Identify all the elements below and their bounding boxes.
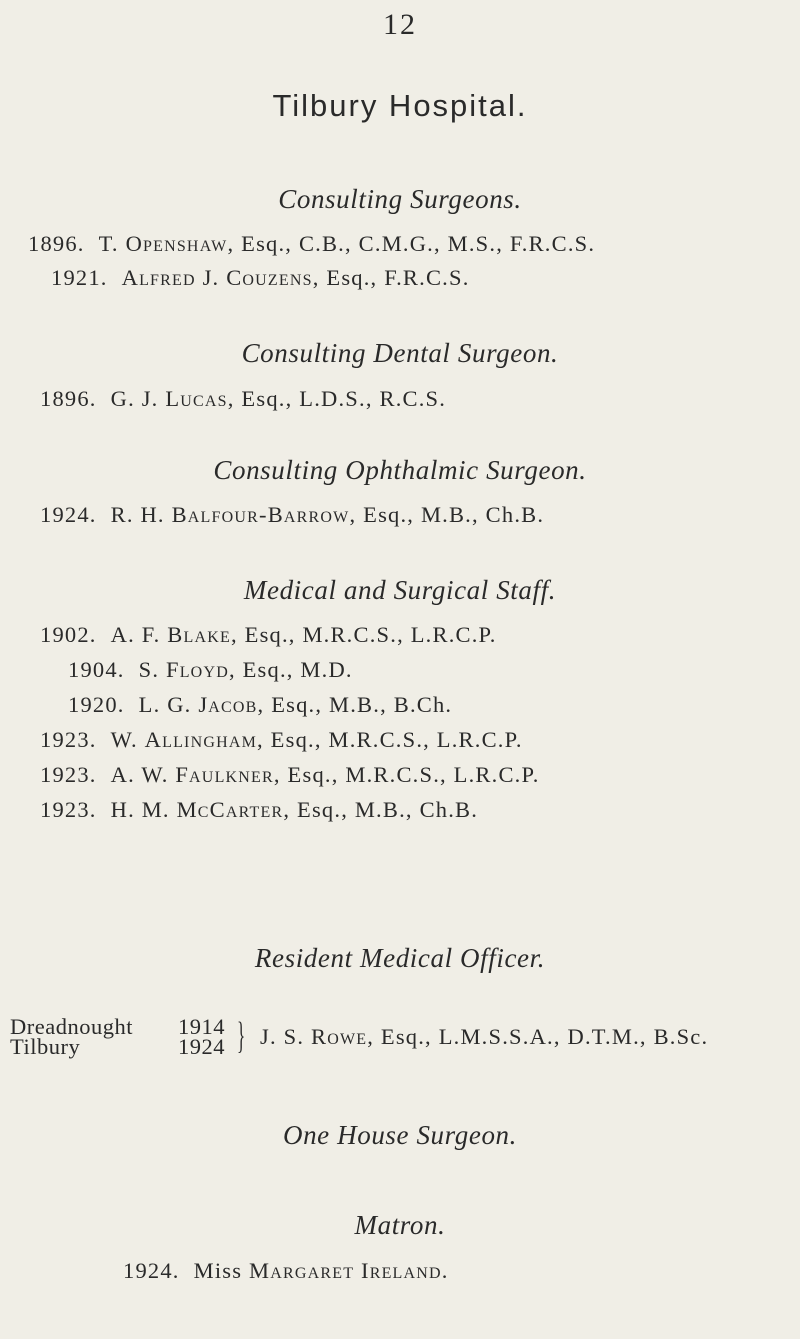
rmo-service-block: [10, 1014, 225, 1059]
entry-qualifications: , Esq., M.D.: [228, 657, 353, 682]
entry-surname: Rowe: [310, 1024, 368, 1049]
entry-year: 1923.: [40, 797, 97, 822]
consulting-surgeon-entry: [51, 265, 470, 291]
entry-year: 1896.: [40, 386, 97, 411]
entry-year: 1923.: [40, 762, 97, 787]
entry-surname: Margaret Ireland: [249, 1258, 442, 1283]
heading-consulting-ophthalmic-surgeon: Consulting Ophthalmic Surgeon.: [213, 455, 587, 485]
entry-initials: S.: [138, 657, 160, 682]
entry-qualifications: , Esq., M.R.C.S., L.R.C.P.: [257, 727, 523, 752]
rmo-service-place: Tilbury: [10, 1034, 81, 1059]
entry-initials: Alfred J.: [121, 265, 220, 290]
entry-year: 1896.: [28, 231, 85, 256]
entry-qualifications: , Esq., L.D.S., R.C.S.: [227, 386, 447, 411]
entry-surname: Floyd: [166, 657, 229, 682]
entry-year: 1920.: [68, 692, 125, 717]
entry-initials: T.: [98, 231, 119, 256]
heading-medical-surgical-staff: Medical and Surgical Staff.: [243, 575, 557, 605]
entry-initials: W.: [110, 727, 138, 752]
entry-initials: R. H.: [110, 502, 165, 527]
consulting-surgeon-entry: [28, 231, 595, 257]
entry-initials: H. M.: [110, 797, 170, 822]
rmo-person: [260, 1024, 708, 1050]
entry-qualifications: , Esq., L.M.S.S.A., D.T.M., B.Sc.: [367, 1024, 709, 1049]
entry-surname: McCarter: [176, 797, 284, 822]
entry-initials: J. S.: [260, 1024, 305, 1049]
heading-house-surgeon: One House Surgeon.: [282, 1120, 517, 1150]
heading-consulting-surgeons: Consulting Surgeons.: [278, 184, 522, 214]
right-brace-icon: }: [237, 1015, 246, 1057]
matron-entry: [123, 1258, 449, 1284]
staff-entry: [68, 692, 452, 718]
entry-year: 1902.: [40, 622, 97, 647]
entry-qualifications: , Esq., M.B., B.Ch.: [257, 692, 453, 717]
entry-qualifications: , Esq., M.R.C.S., L.R.C.P.: [230, 622, 497, 647]
page-title: Tilbury Hospital.: [272, 88, 528, 123]
entry-initials: Miss: [193, 1258, 243, 1283]
entry-initials: A. W.: [110, 762, 169, 787]
entry-initials: L. G.: [138, 692, 192, 717]
entry-qualifications: , Esq., M.B., Ch.B.: [283, 797, 479, 822]
rmo-service-year: 1924: [178, 1034, 225, 1059]
entry-surname: Couzens: [226, 265, 313, 290]
staff-entry: [40, 762, 540, 788]
entry-surname: Balfour-Barrow: [171, 502, 350, 527]
entry-qualifications: , Esq., M.B., Ch.B.: [349, 502, 545, 527]
heading-resident-medical-officer: Resident Medical Officer.: [254, 943, 546, 973]
entry-initials: G. J.: [110, 386, 159, 411]
entry-qualifications: , Esq., C.B., C.M.G., M.S., F.R.C.S.: [227, 231, 596, 256]
rmo-service-row: [10, 1034, 225, 1059]
entry-qualifications: .: [441, 1258, 449, 1283]
entry-year: 1904.: [68, 657, 125, 682]
heading-matron: Matron.: [354, 1210, 446, 1240]
rmo-service-year: 1914: [178, 1014, 225, 1039]
entry-initials: A. F.: [110, 622, 161, 647]
entry-qualifications: , Esq., F.R.C.S.: [312, 265, 470, 290]
entry-year: 1921.: [51, 265, 108, 290]
entry-surname: Allingham: [144, 727, 258, 752]
entry-qualifications: , Esq., M.R.C.S., L.R.C.P.: [273, 762, 540, 787]
dental-surgeon-entry: [40, 386, 446, 412]
page-number: 12: [383, 8, 417, 41]
staff-entry: [40, 727, 523, 753]
staff-entry: [68, 657, 353, 683]
ophthalmic-surgeon-entry: [40, 502, 544, 528]
entry-year: 1923.: [40, 727, 97, 752]
entry-surname: Blake: [167, 622, 231, 647]
entry-surname: Faulkner: [175, 762, 274, 787]
entry-surname: Jacob: [198, 692, 258, 717]
entry-surname: Openshaw: [125, 231, 228, 256]
staff-entry: [40, 622, 497, 648]
entry-year: 1924.: [123, 1258, 180, 1283]
entry-surname: Lucas: [165, 386, 228, 411]
heading-consulting-dental-surgeon: Consulting Dental Surgeon.: [241, 338, 559, 368]
staff-entry: [40, 797, 478, 823]
entry-year: 1924.: [40, 502, 97, 527]
rmo-service-place: Dreadnought: [10, 1014, 133, 1039]
